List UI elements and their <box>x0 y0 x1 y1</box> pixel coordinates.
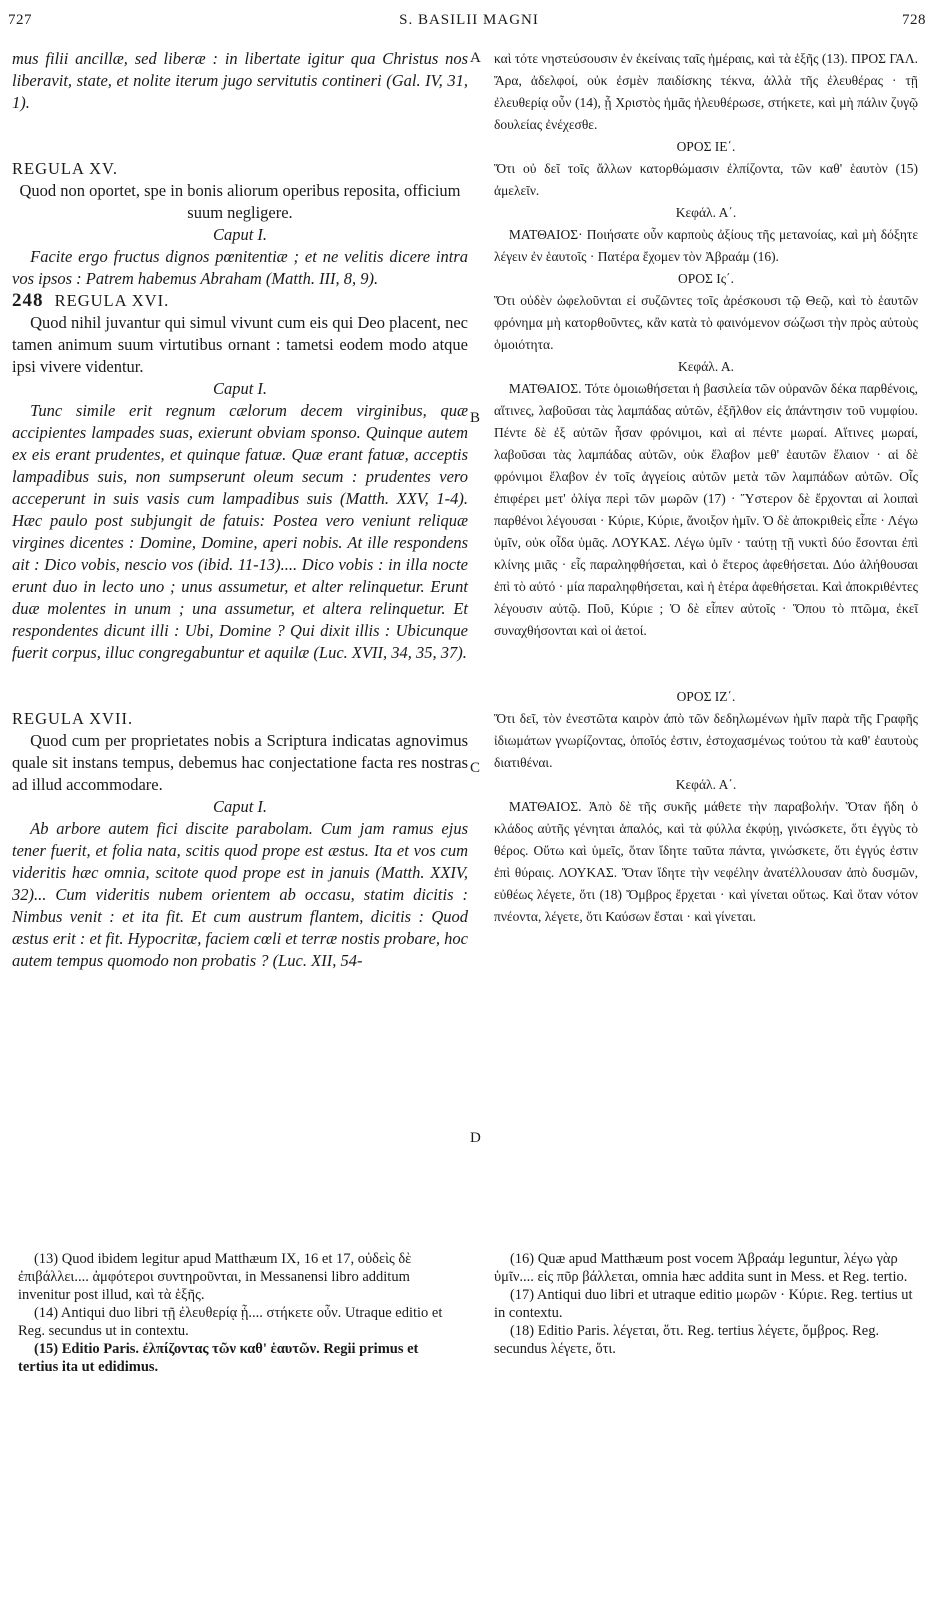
footnote-18: (18) Editio Paris. λέγεται, ὅτι. Reg. tertius λέγετε, ὄμβρος. Reg. secundus λέγετε, ὅτι. <box>494 1323 880 1357</box>
oros-15-title: Ὅτι οὐ δεῖ τοῖς ἄλλων κατορθώμασιν ἐλπίζοντα, τῶν καθ' ἑαυτὸν (15) ἀμελεῖν. <box>494 161 918 198</box>
margin-marker-c: C <box>470 760 481 776</box>
margin-marker-b: B <box>470 410 481 426</box>
regula-17-caput: Caput I. <box>212 797 268 816</box>
regula-17-text: Ab arbore autem fici discite parabolam. Cum jam ramus ejus tener fuerit, et folia nata, scitis quod prope est æstus. Ita et vos cum videritis hæc omnia, scitote quod prope est in januis (Matth. XXIV, 32)... Cum videritis nubem orientem ab occasu, statim dicitis : Nimbus venit : et ita fit. Et cum austrum flantem, dicitis : Quod æstus erit : et fit. Hypocritæ, faciem cœli et terræ nostis probare, hoc autem tempus quomodo non probatis ? (Luc. XII, 54- <box>12 819 468 970</box>
page-number-right: 728 <box>902 12 926 28</box>
margin-marker-d: D <box>470 1130 481 1146</box>
regula-16-title: Quod nihil juvantur qui simul vivunt cum eis qui Deo placent, nec tamen animum suum virtutibus ornant : tametsi eodem modo atque ipsi vivere videntur. <box>12 313 468 376</box>
oros-16-title: Ὅτι οὐδὲν ὠφελοῦνται εἰ συζῶντες τοῖς ἀρέσκουσι τῷ Θεῷ, καὶ τὸ ἑαυτῶν φρόνημα μὴ κατορθοῦντες, κἂν κατὰ τὸ φαινόμενον σώζωσι τὴν πρὸς αὐτοὺς ὁμοιότητα. <box>494 293 918 352</box>
footnote-16: (16) Quæ apud Matthæum post vocem Ἀβραάμ leguntur, λέγω γὰρ ὑμῖν.... εἰς πῦρ βάλλεται, omnia hæc addita sunt in Mess. et Reg. tertio. <box>494 1251 908 1285</box>
oros-16-text: ΜΑΤΘΑΙΟΣ. Τότε ὁμοιωθήσεται ἡ βασιλεία τῶν οὐρανῶν δέκα παρθένοις, αἵτινες, λαβοῦσαι τὰς λαμπάδας αὐτῶν, ἐξῆλθον εἰς ἀπάντησιν τοῦ νυμφίου. Πέντε δὲ ἐξ αὐτῶν ἦσαν φρόνιμοι, καὶ αἱ πέντε μωραί. Αἵτινες μωραί, λαβοῦσαι τὰς λαμπάδας αὐτῶν, οὐκ ἔλαβον μεθ' ἑαυτῶν ἔλαιον · αἱ δὲ φρόνιμοι ἔλαβον ἐν τοῖς ἀγγείοις αὐτῶν μετὰ τῶν λαμπάδων αὐτῶν. Οἷς ἐπιφέρει μετ' ὀλίγα περὶ τῶν μωρῶν (17) · Ὕστερον δὲ ἔρχονται αἱ λοιπαὶ παρθένοι λέγουσαι · Κύριε, Κύριε, ἄνοιξον ἡμῖν. Ὁ δὲ ἀποκριθεὶς εἶπε · Λέγω ὑμῖν, οὐκ οἶδα ὑμᾶς. ΛΟΥΚΑΣ. Λέγω ὑμῖν · ταύτῃ τῇ νυκτὶ δύο ἔσονται ἐπὶ κλίνης μιᾶς · εἷς παραληφθήσεται, καὶ ὁ ἕτερος ἀφεθήσεται. Δύο ἀλήθουσαι ἐπὶ τὸ αὐτό · μία παραληφθήσεται, καὶ ἡ ἑτέρα ἀφεθήσεται. Καὶ ἀποκριθέντες λέγουσιν αὐτῷ. Ποῦ, Κύριε ; Ὁ δὲ εἶπεν αὐτοῖς · Ὅπου τὸ πτῶμα, ἐκεῖ συναχθήσονται καὶ οἱ ἀετοί. <box>494 381 918 638</box>
migne-column-number: 248 <box>12 290 44 311</box>
oros-17-title: Ὅτι δεῖ, τὸν ἐνεστῶτα καιρὸν ἀπὸ τῶν δεδηλωμένων ἡμῖν παρὰ τῆς Γραφῆς ἰδιωμάτων γνωρίζοντας, ὁποῖός ἐστιν, ἐστοχασμένως τούτου τὰ καθ' ἑαυτοὺς διατιθέναι. <box>494 711 918 770</box>
greek-opening: καὶ τότε νηστεύσουσιν ἐν ἐκείναις ταῖς ἡμέραις, καὶ τὰ ἑξῆς (13). ΠΡΟΣ ΓΑΛ. Ἄρα, ἀδελφοί, οὐκ ἐσμὲν παιδίσκης τέκνα, ἀλλὰ τῆς ἐλευθέρας · τῇ ἐλευθερίᾳ οὖν (14), ᾗ Χριστὸς ἡμᾶς ἠλευθέρωσε, στήκετε, καὶ μὴ πάλιν ζυγῷ δουλείας ἐνέχεσθε. <box>494 51 918 132</box>
page-number-left: 727 <box>8 12 32 28</box>
footnote-15: (15) Editio Paris. ἐλπίζοντας τῶν καθ' ἑαυτῶν. Regii primus et tertius ita ut edidimus. <box>18 1341 419 1375</box>
latin-opening: mus filii ancillæ, sed liberæ : in libertate igitur qua Christus nos liberavit, state, et nolite iterum jugo servitutis contineri (Gal. IV, 31, 1). <box>12 49 468 112</box>
footnotes-left <box>18 1250 458 1376</box>
oros-16-kephal: Κεφάλ. Α. <box>678 359 734 374</box>
regula-15-title: Quod non oportet, spe in bonis aliorum operibus reposita, officium suum negligere. <box>19 181 461 222</box>
footnote-17: (17) Antiqui duo libri et utraque editio μωρῶν · Κύριε. Reg. tertius ut in contextu. <box>494 1287 913 1321</box>
oros-17-heading: ΟΡΟΣ ΙΖ΄. <box>676 689 736 704</box>
page-header <box>0 12 938 42</box>
running-title: S. BASILII MAGNI <box>399 12 539 28</box>
latin-column <box>12 48 468 972</box>
regula-17-heading: REGULA XVII. <box>12 709 134 728</box>
margin-marker-a: A <box>470 50 481 66</box>
oros-16-heading: ΟΡΟΣ Ις΄. <box>678 271 734 286</box>
greek-column <box>494 48 918 928</box>
regula-16-text: Tunc simile erit regnum cælorum decem virginibus, quæ accipientes lampades suas, exierunt obviam sponso. Quinque autem ex eis erant prudentes, et quinque fatuæ. Quæ erant fatuæ, acceptis lampadibus suis, non sumpserunt oleum secum : prudentes vero acceperunt in suis vasis cum lampadibus suis (Matth. XXV, 1-4). Hæc paulo post subjungit de fatuis: Postea vero veniunt reliquæ virgines dicentes : Domine, Domine, aperi nobis. At ille respondens ait : Dico vobis, nescio vos (ibid. 11-13).... Dico vobis : in illa nocte erunt duo in lecto uno ; unus assumetur, et alter relinquetur. Erunt duæ molentes in unum ; una assumetur, et altera relinquetur. Et respondentes dicunt illi : Ubi, Domine ? Qui dixit illis : Ubicunque fuerit corpus, illuc congregabuntur et aquilæ (Luc. XVII, 34, 35, 37). <box>12 401 468 662</box>
oros-17-kephal: Κεφάλ. Α΄. <box>675 777 737 792</box>
regula-16-caput: Caput I. <box>212 379 268 398</box>
regula-16-heading: REGULA XVI. <box>54 291 170 310</box>
oros-17-text: ΜΑΤΘΑΙΟΣ. Ἀπὸ δὲ τῆς συκῆς μάθετε τὴν παραβολήν. Ὅταν ἤδη ὁ κλάδος αὐτῆς γένηται ἁπαλός, καὶ τὰ φύλλα ἐκφύῃ, γινώσκετε, ὅτι ἐγγὺς τὸ θέρος. Οὕτω καὶ ὑμεῖς, ὅταν ἴδητε ταῦτα πάντα, γινώσκετε, ὅτι ἐγγύς ἐστιν ἐπὶ θύραις. ΛΟΥΚΑΣ. Ὅταν ἴδητε τὴν νεφέλην ἀνατέλλουσαν ἀπὸ δυσμῶν, εὐθέως λέγετε, ὅτι (18) Ὄμβρος ἔρχεται · καὶ γίνεται οὕτως. Καὶ ὅταν νότον πνέοντα, λέγετε, ὅτι Καύσων ἔσται · καὶ γίνεται. <box>494 799 918 924</box>
regula-17-title: Quod cum per proprietates nobis a Scriptura indicatas agnovimus quale sit instans tempus, debemus hac conjectatione facta res nostras ad illud accommodare. <box>12 731 468 794</box>
oros-15-heading: ΟΡΟΣ ΙΕ΄. <box>676 139 736 154</box>
regula-15-text: Facite ergo fructus dignos pœnitentiæ ; et ne velitis dicere intra vos ipsos : Patrem habemus Abraham (Matth. III, 8, 9). <box>12 247 468 288</box>
footnotes-right <box>494 1250 918 1358</box>
regula-16-heading-line <box>12 290 468 312</box>
regula-15-caput: Caput I. <box>212 225 268 244</box>
footnote-13: (13) Quod ibidem legitur apud Matthæum IX, 16 et 17, οὐδεὶς δὲ ἐπιβάλλει.... ἀμφότεροι συντηροῦνται, in Messanensi libro additum invenitur post illud, καὶ τὰ ἑξῆς. <box>18 1251 412 1303</box>
oros-15-kephal: Κεφάλ. Α΄. <box>675 205 737 220</box>
footnote-14: (14) Antiqui duo libri τῇ ἐλευθερίᾳ ᾗ.... στήκετε οὖν. Utraque editio et Reg. secundus ut in contextu. <box>18 1305 443 1339</box>
regula-15-heading: REGULA XV. <box>12 159 118 178</box>
oros-15-text: ΜΑΤΘΑΙΟΣ· Ποιήσατε οὖν καρποὺς ἀξίους τῆς μετανοίας, καὶ μὴ δόξητε λέγειν ἐν ἑαυτοῖς · Πατέρα ἔχομεν τὸν Ἀβραάμ (16). <box>494 227 918 264</box>
